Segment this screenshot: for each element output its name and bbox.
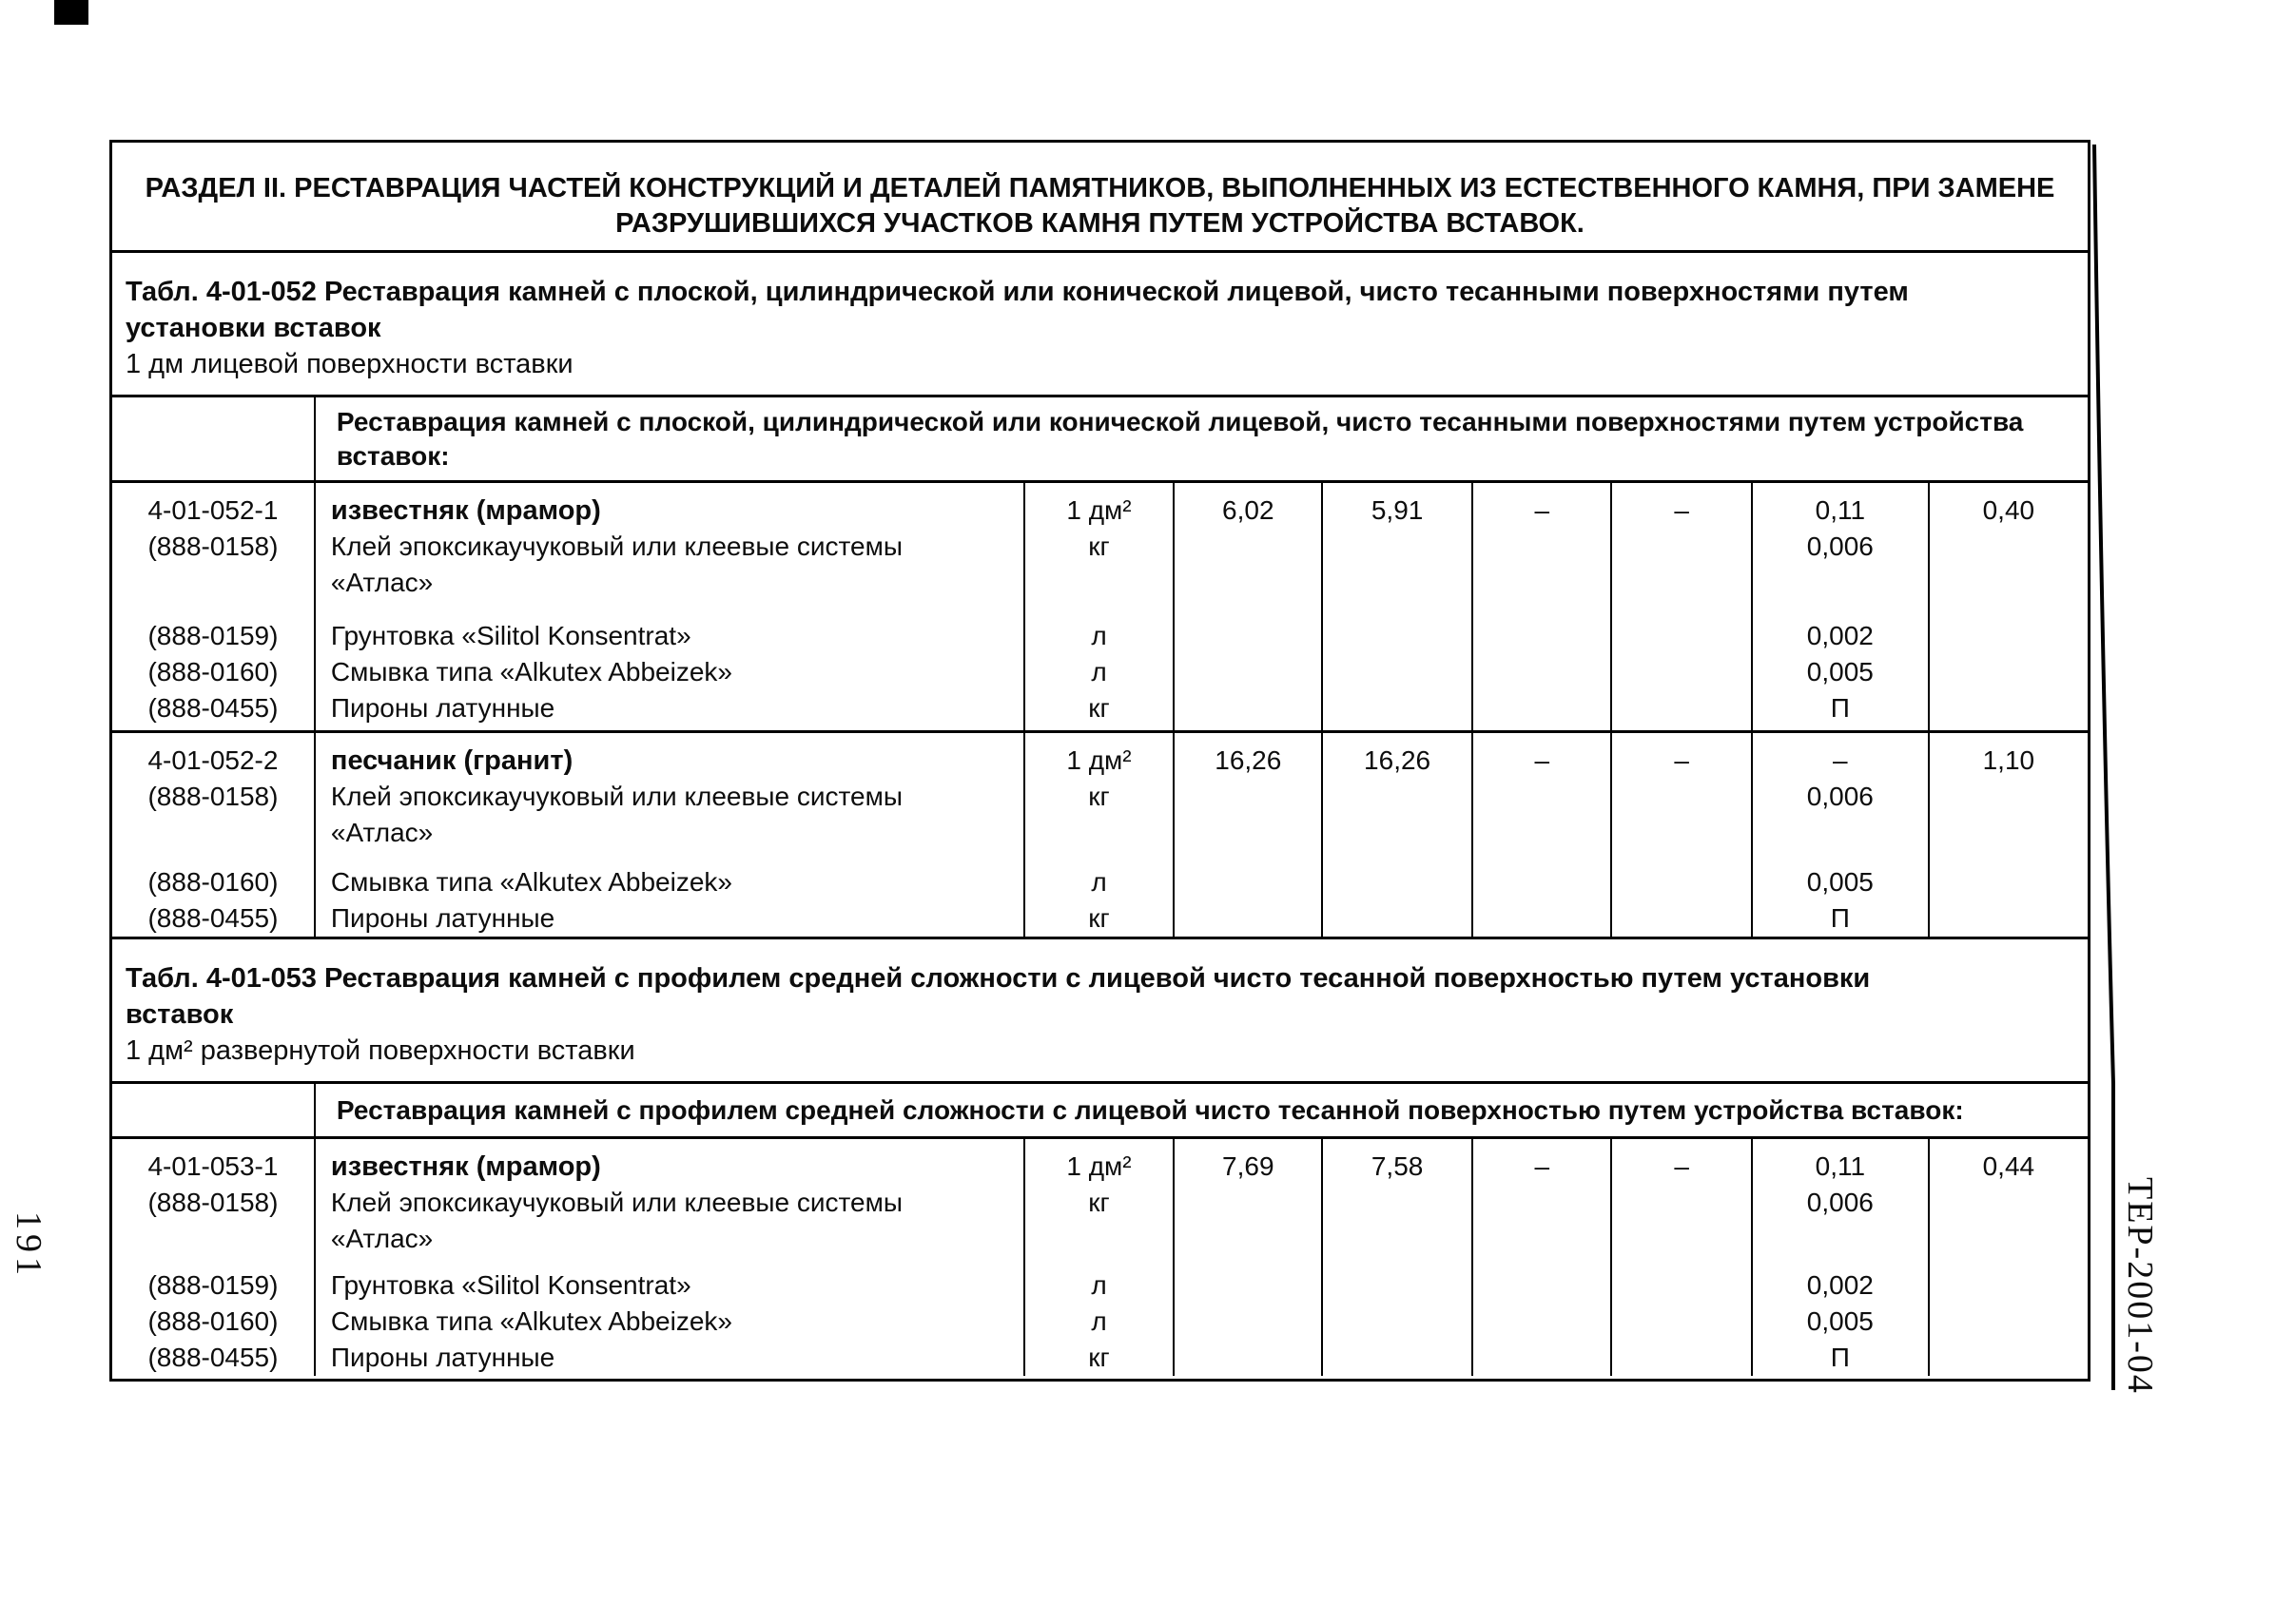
- empty-cell: [112, 397, 316, 480]
- unit-cell: 1 дм² кг л л кг: [1025, 1139, 1176, 1376]
- direct-costs-cell: 6,02: [1175, 483, 1323, 730]
- table-row: [112, 483, 2088, 733]
- code-cell: 4-01-053-1 (888-0158) (888-0159) (888-0160) (888-0455): [112, 1139, 316, 1376]
- table-052-title-line1: Табл. 4-01-052 Реставрация камней с плоской, цилиндрической или конической лицевой, чисто тесанными поверхностями путем: [126, 277, 1909, 307]
- scan-artifact-mark: [54, 0, 88, 25]
- name-cell: песчаник (гранит) Клей эпоксикаучуковый или клеевые системы «Атлас» Смывка типа «Alkutex Abbeizek» Пироны латунные: [316, 733, 1025, 937]
- labor-pay-cell: 5,91: [1323, 483, 1473, 730]
- table-052-header: [112, 253, 2088, 397]
- section-title-line2: РАЗРУШИВШИХСЯ УЧАСТКОВ КАМНЯ ПУТЕМ УСТРОЙСТВА ВСТАВОК.: [615, 208, 1585, 239]
- empty-cell: [112, 1084, 316, 1136]
- labor-pay-cell: 16,26: [1323, 733, 1473, 937]
- unit-cell: 1 дм² кг л кг: [1025, 733, 1176, 937]
- table-052-unit-note: 1 дм лицевой поверхности вставки: [126, 349, 574, 379]
- table-053-title-line1: Табл. 4-01-053 Реставрация камней с профилем средней сложности с лицевой чисто тесанной поверхностью путем установки: [126, 963, 1871, 994]
- materials-cell: – 0,006 0,005 П: [1753, 733, 1930, 937]
- table-052-title-line2: установки вставок: [126, 313, 381, 343]
- name-cell: известняк (мрамор) Клей эпоксикаучуковый или клеевые системы «Атлас» Грунтовка «Silitol Konsentrat» Смывка типа «Alkutex Abbeizek» Пироны латунные: [316, 483, 1025, 730]
- machines-cell: –: [1473, 733, 1612, 937]
- table-053-unit-note: 1 дм² развернутой поверхности вставки: [126, 1035, 635, 1066]
- table-053-group-header: Реставрация камней с профилем средней сложности с лицевой чисто тесанной поверхностью путем устройства вставок:: [336, 1094, 1964, 1125]
- code-cell: 4-01-052-2 (888-0158) (888-0160) (888-0455): [112, 733, 316, 937]
- labor-pay-cell: 7,58: [1323, 1139, 1473, 1376]
- document-code-label: ТЕР-2001-04: [2120, 1177, 2160, 1395]
- table-row: [112, 1139, 2088, 1376]
- table-052-group-header-row: [112, 397, 2088, 483]
- direct-costs-cell: 16,26: [1175, 733, 1323, 937]
- labor-input-cell: 0,40: [1982, 495, 2035, 525]
- machinist-pay-cell: –: [1612, 483, 1752, 730]
- section-title: [112, 143, 2088, 253]
- unit-cell: 1 дм² кг л л кг: [1025, 483, 1176, 730]
- materials-cell: 0,11 0,006 0,002 0,005 П: [1753, 1139, 1930, 1376]
- direct-costs-cell: 7,69: [1175, 1139, 1323, 1376]
- machinist-pay-cell: –: [1612, 733, 1752, 937]
- table-053-group-header-row: [112, 1084, 2088, 1139]
- labor-input-cell: 0,44: [1982, 1151, 2035, 1181]
- name-cell: известняк (мрамор) Клей эпоксикаучуковый или клеевые системы «Атлас» Грунтовка «Silitol Konsentrat» Смывка типа «Alkutex Abbeizek» Пироны латунные: [316, 1139, 1025, 1376]
- section-title-line1: РАЗДЕЛ II. РЕСТАВРАЦИЯ ЧАСТЕЙ КОНСТРУКЦИЙ И ДЕТАЛЕЙ ПАМЯТНИКОВ, ВЫПОЛНЕННЫХ ИЗ ЕСТЕСТВЕННОГО КАМНЯ, ПРИ ЗАМЕНЕ: [145, 173, 2055, 203]
- table-row: [112, 733, 2088, 939]
- table-052-group-header: Реставрация камней с плоской, цилиндрической или конической лицевой, чисто тесанными поверхностями путем устройства вставок:: [336, 406, 2024, 471]
- main-table-frame: [109, 140, 2090, 1382]
- labor-input-cell: 1,10: [1982, 745, 2035, 775]
- page-number: 191: [9, 1211, 49, 1280]
- table-053-title-line2: вставок: [126, 999, 234, 1030]
- machinist-pay-cell: –: [1612, 1139, 1752, 1376]
- machines-cell: –: [1473, 1139, 1612, 1376]
- table-053-header: [112, 939, 2088, 1084]
- code-cell: 4-01-052-1 (888-0158) (888-0159) (888-0160) (888-0455): [112, 483, 316, 730]
- materials-cell: 0,11 0,006 0,002 0,005 П: [1753, 483, 1930, 730]
- machines-cell: –: [1473, 483, 1612, 730]
